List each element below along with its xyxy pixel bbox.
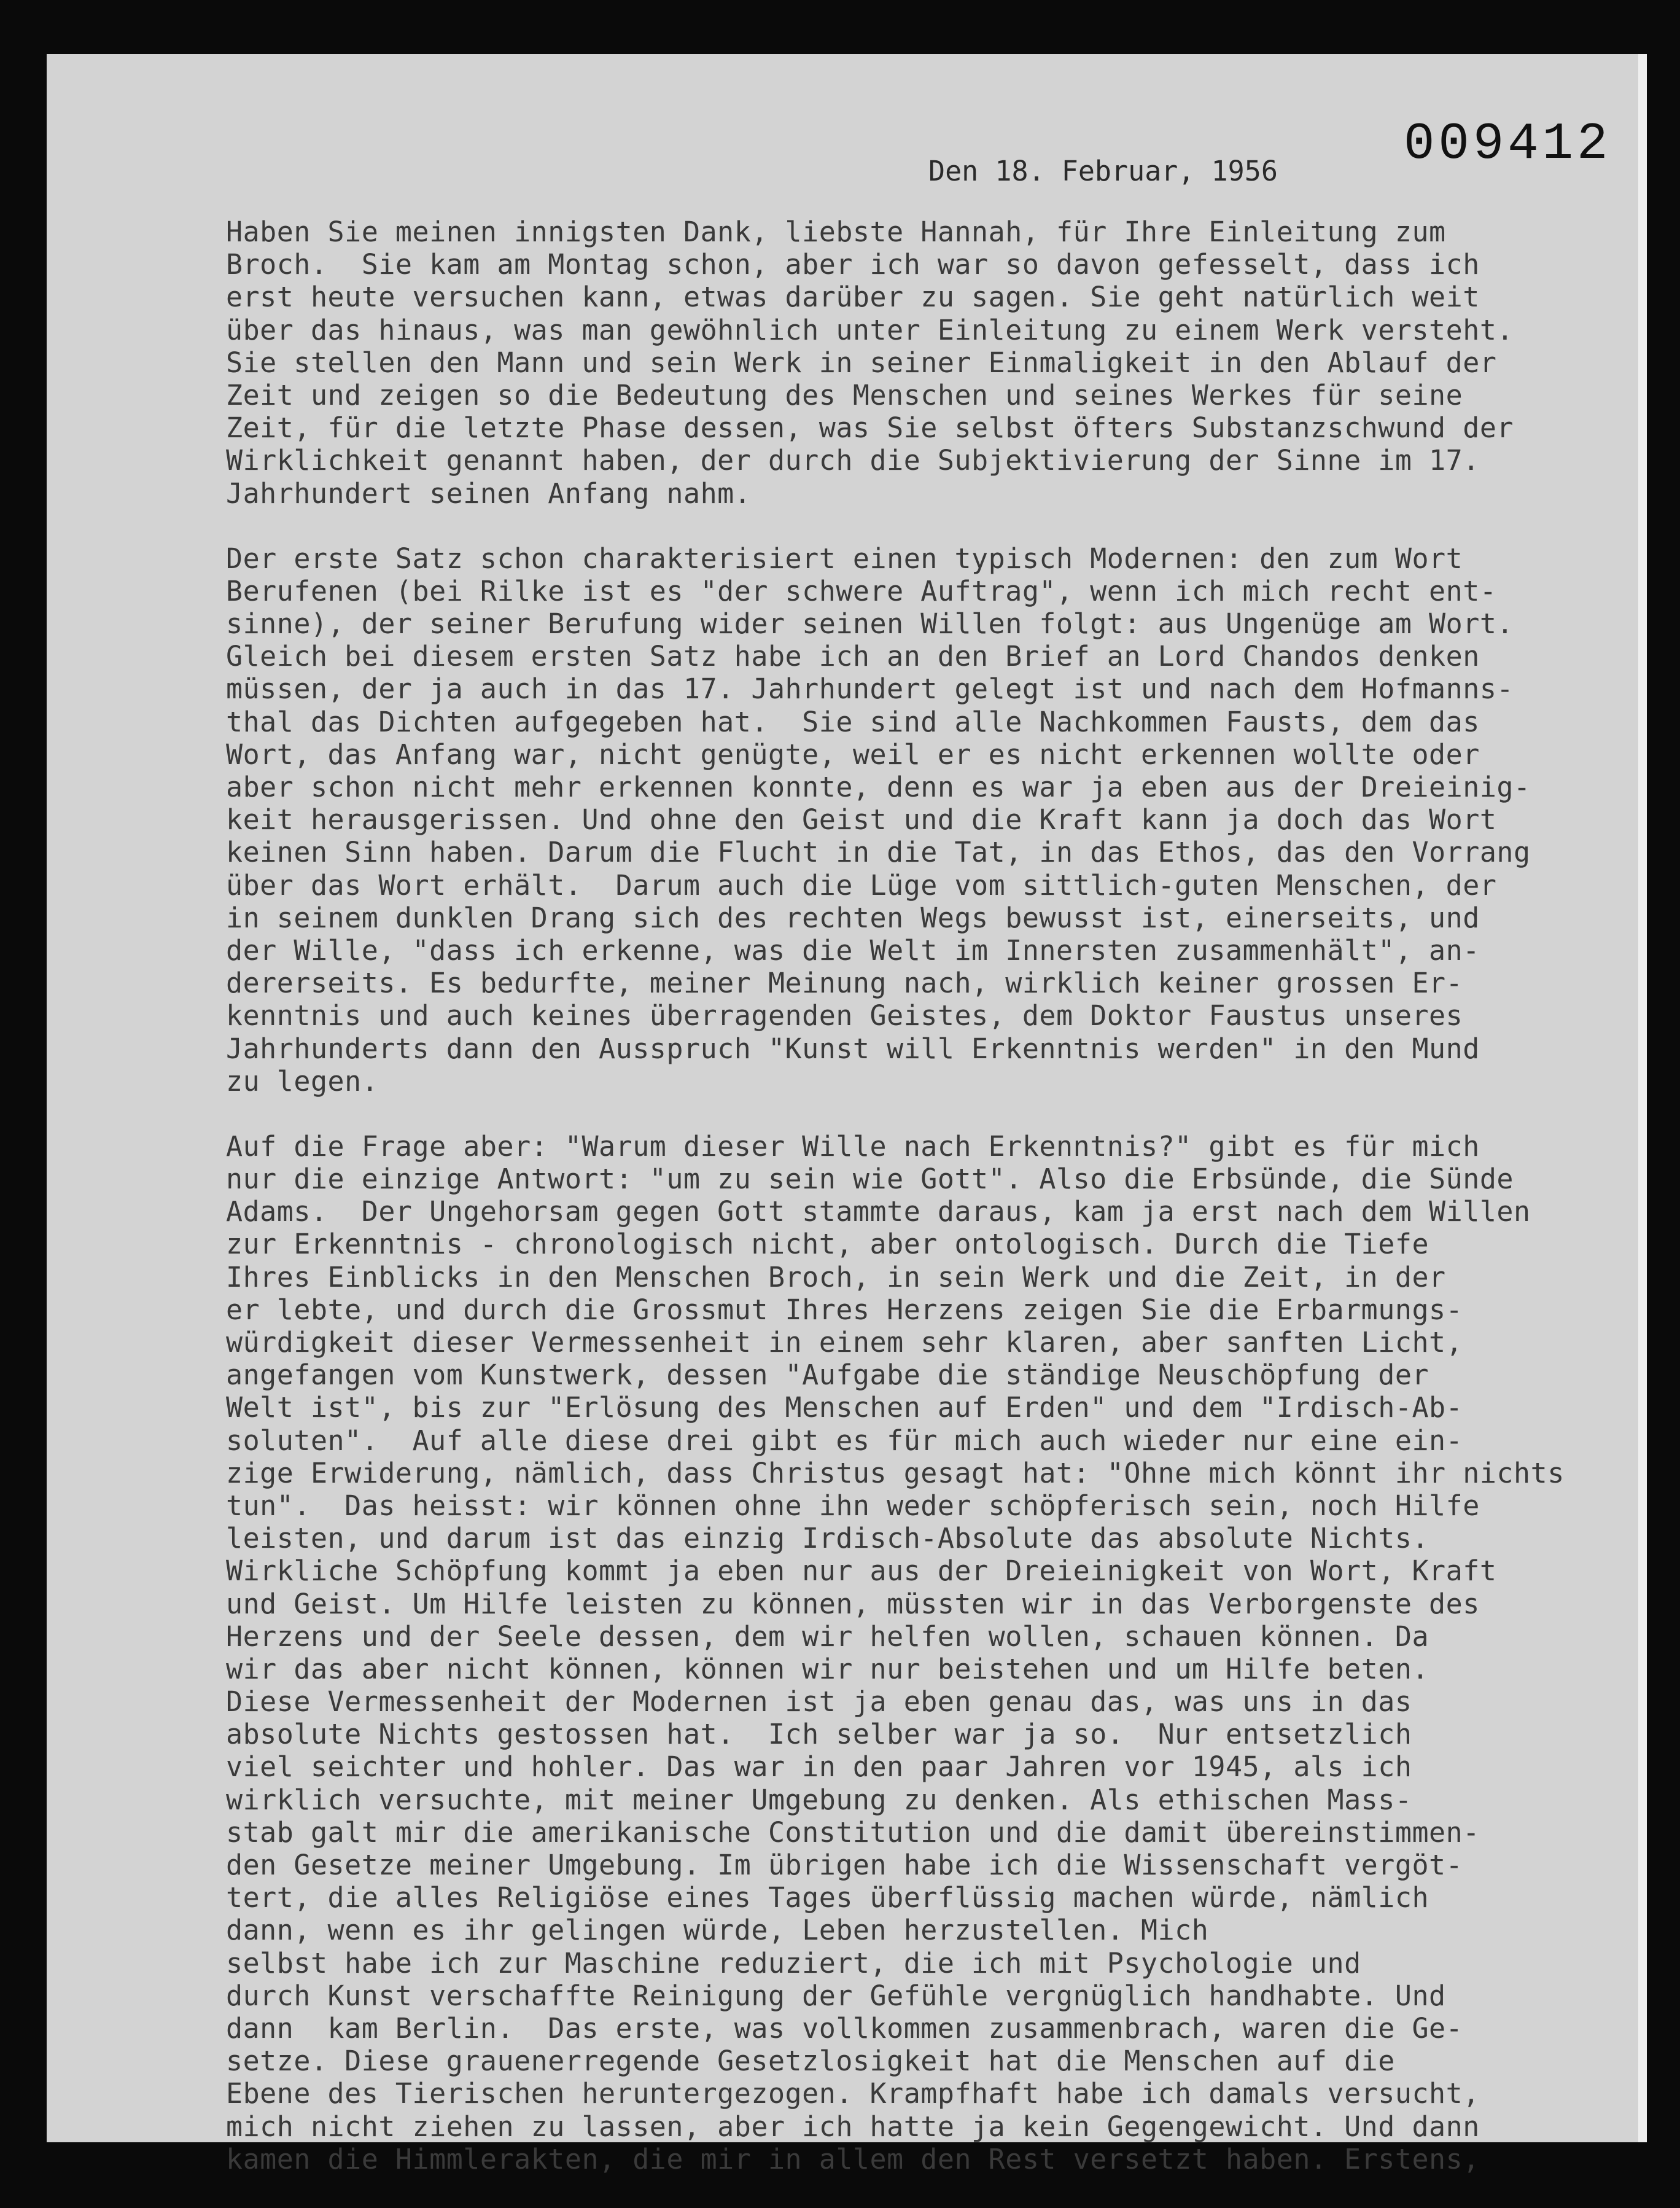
text-line: Berufenen (bei Rilke ist es "der schwere Auftrag", wenn ich mich recht ent- xyxy=(226,574,1497,607)
paragraph xyxy=(226,216,1663,510)
text-line: zu legen. xyxy=(226,1064,379,1098)
text-line: Jahrhundert seinen Anfang nahm. xyxy=(226,477,752,510)
text-line: den Gesetze meiner Umgebung. Im übrigen habe ich die Wissenschaft vergöt- xyxy=(226,1849,1463,1881)
text-line: Wort, das Anfang war, nicht genügte, weil er es nicht erkennen wollte oder xyxy=(226,738,1480,771)
text-line: durch Kunst verschaffte Reinigung der Gefühle vergnüglich handhabte. Und xyxy=(226,1979,1446,2012)
text-line: Adams. Der Ungehorsam gegen Gott stammte daraus, kam ja erst nach dem Willen xyxy=(226,1195,1531,1228)
text-line: Wirkliche Schöpfung kommt ja eben nur aus der Dreieinigkeit von Wort, Kraft xyxy=(226,1555,1497,1588)
text-line: angefangen vom Kunstwerk, dessen "Aufgabe die ständige Neuschöpfung der xyxy=(226,1359,1429,1392)
text-line: der Wille, "dass ich erkenne, was die Welt im Innersten zusammenhält", an- xyxy=(226,934,1480,967)
text-line: müssen, der ja auch in das 17. Jahrhundert gelegt ist und nach dem Hofmanns- xyxy=(226,673,1514,706)
text-line: dann kam Berlin. Das erste, was vollkommen zusammenbrach, waren die Ge- xyxy=(226,2011,1463,2045)
text-line: zur Erkenntnis - chronologisch nicht, aber ontologisch. Durch die Tiefe xyxy=(226,1228,1429,1261)
text-line: tun". Das heisst: wir können ohne ihn weder schöpferisch sein, noch Hilfe xyxy=(226,1489,1480,1522)
text-line: kenntnis und auch keines überragenden Geistes, dem Doktor Faustus unseres xyxy=(226,999,1463,1032)
text-line: Auf die Frage aber: "Warum dieser Wille nach Erkenntnis?" gibt es für mich xyxy=(226,1129,1480,1163)
text-line: setze. Diese grauenerregende Gesetzlosigkeit hat die Menschen auf die xyxy=(226,2045,1395,2078)
text-line: erst heute versuchen kann, etwas darüber zu sagen. Sie geht natürlich weit xyxy=(226,281,1480,314)
text-line: tert, die alles Religiöse eines Tages überflüssig machen würde, nämlich xyxy=(226,1881,1429,1914)
text-line: er lebte, und durch die Grossmut Ihres Herzens zeigen Sie die Erbarmungs- xyxy=(226,1293,1463,1326)
archive-number: 009412 xyxy=(1404,115,1612,174)
text-line: und Geist. Um Hilfe leisten zu können, müssten wir in das Verborgenste des xyxy=(226,1587,1480,1620)
text-line: Broch. Sie kam am Montag schon, aber ich war so davon gefesselt, dass ich xyxy=(226,248,1480,281)
text-line: zige Erwiderung, nämlich, dass Christus gesagt hat: "Ohne mich könnt ihr nichts xyxy=(226,1456,1565,1489)
text-line: Sie stellen den Mann und sein Werk in seiner Einmaligkeit in den Ablauf der xyxy=(226,346,1497,379)
text-line: mich nicht ziehen zu lassen, aber ich hatte ja kein Gegengewicht. Und dann xyxy=(226,2110,1480,2143)
text-line: in seinem dunklen Drang sich des rechten Wegs bewusst ist, einerseits, und xyxy=(226,901,1480,934)
text-line: über das hinaus, was man gewöhnlich unter Einleitung zu einem Werk versteht. xyxy=(226,313,1514,346)
letter-body xyxy=(226,216,1663,2208)
paragraph xyxy=(226,542,1663,1098)
text-line: Welt ist", bis zur "Erlösung des Menschen auf Erden" und dem "Irdisch-Ab- xyxy=(226,1391,1463,1424)
letter-page xyxy=(47,54,1647,2175)
text-line: Haben Sie meinen innigsten Dank, liebste Hannah, für Ihre Einleitung zum xyxy=(226,216,1446,248)
text-line: Ebene des Tierischen heruntergezogen. Krampfhaft habe ich damals versucht, xyxy=(226,2077,1480,2110)
text-line: leisten, und darum ist das einzig Irdisch-Absolute das absolute Nichts. xyxy=(226,1522,1429,1555)
text-line: selbst habe ich zur Maschine reduziert, die ich mit Psychologie und xyxy=(226,1946,1361,1980)
text-line: Jahrhunderts dann den Ausspruch "Kunst will Erkenntnis werden" in den Mund xyxy=(226,1032,1480,1065)
text-line: kamen die Himmlerakten, die mir in allem den Rest versetzt haben. Erstens, xyxy=(226,2142,1480,2175)
text-line: viel seichter und hohler. Das war in den paar Jahren vor 1945, als ich xyxy=(226,1750,1412,1784)
paragraph xyxy=(226,1130,1663,2175)
letter-date: Den 18. Februar, 1956 xyxy=(928,155,1278,187)
text-line: aber schon nicht mehr erkennen konnte, denn es war ja eben aus der Dreieinig- xyxy=(226,771,1531,803)
text-line: keinen Sinn haben. Darum die Flucht in die Tat, in das Ethos, das den Vorrang xyxy=(226,836,1531,869)
text-line: Herzens und der Seele dessen, dem wir helfen wollen, schauen können. Da xyxy=(226,1620,1429,1653)
text-line: thal das Dichten aufgegeben hat. Sie sind alle Nachkommen Fausts, dem das xyxy=(226,705,1480,738)
text-line: Diese Vermessenheit der Modernen ist ja eben genau das, was uns in das xyxy=(226,1685,1412,1718)
text-line: stab galt mir die amerikanische Constitution und die damit übereinstimmen- xyxy=(226,1816,1480,1849)
text-line: würdigkeit dieser Vermessenheit in einem sehr klaren, aber sanften Licht, xyxy=(226,1326,1463,1359)
text-line: wirklich versuchte, mit meiner Umgebung zu denken. Als ethischen Mass- xyxy=(226,1783,1412,1816)
text-line: Gleich bei diesem ersten Satz habe ich an den Brief an Lord Chandos denken xyxy=(226,640,1480,673)
text-line: Der erste Satz schon charakterisiert einen typisch Modernen: den zum Wort xyxy=(226,542,1463,575)
text-line: soluten". Auf alle diese drei gibt es für mich auch wieder nur eine ein- xyxy=(226,1424,1463,1457)
text-line: über das Wort erhält. Darum auch die Lüge vom sittlich-guten Menschen, der xyxy=(226,868,1497,902)
text-line: absolute Nichts gestossen hat. Ich selber war ja so. Nur entsetzlich xyxy=(226,1718,1412,1751)
text-line: sinne), der seiner Berufung wider seinen Willen folgt: aus Ungenüge am Wort. xyxy=(226,607,1514,641)
text-line: Wirklichkeit genannt haben, der durch die Subjektivierung der Sinne im 17. xyxy=(226,444,1480,477)
text-line: Ihres Einblicks in den Menschen Broch, in sein Werk und die Zeit, in der xyxy=(226,1260,1446,1293)
text-line: dann, wenn es ihr gelingen würde, Leben herzustellen. Mich xyxy=(226,1914,1209,1947)
text-line: nur die einzige Antwort: "um zu sein wie Gott". Also die Erbsünde, die Sünde xyxy=(226,1163,1514,1196)
text-line: keit herausgerissen. Und ohne den Geist und die Kraft kann ja doch das Wort xyxy=(226,803,1497,837)
text-line: wir das aber nicht können, können wir nur beistehen und um Hilfe beten. xyxy=(226,1652,1429,1685)
text-line: dererseits. Es bedurfte, meiner Meinung nach, wirklich keiner grossen Er- xyxy=(226,967,1463,1000)
text-line: Zeit und zeigen so die Bedeutung des Menschen und seines Werkes für seine xyxy=(226,378,1463,412)
text-line: Zeit, für die letzte Phase dessen, was Sie selbst öfters Substanzschwund der xyxy=(226,412,1514,445)
